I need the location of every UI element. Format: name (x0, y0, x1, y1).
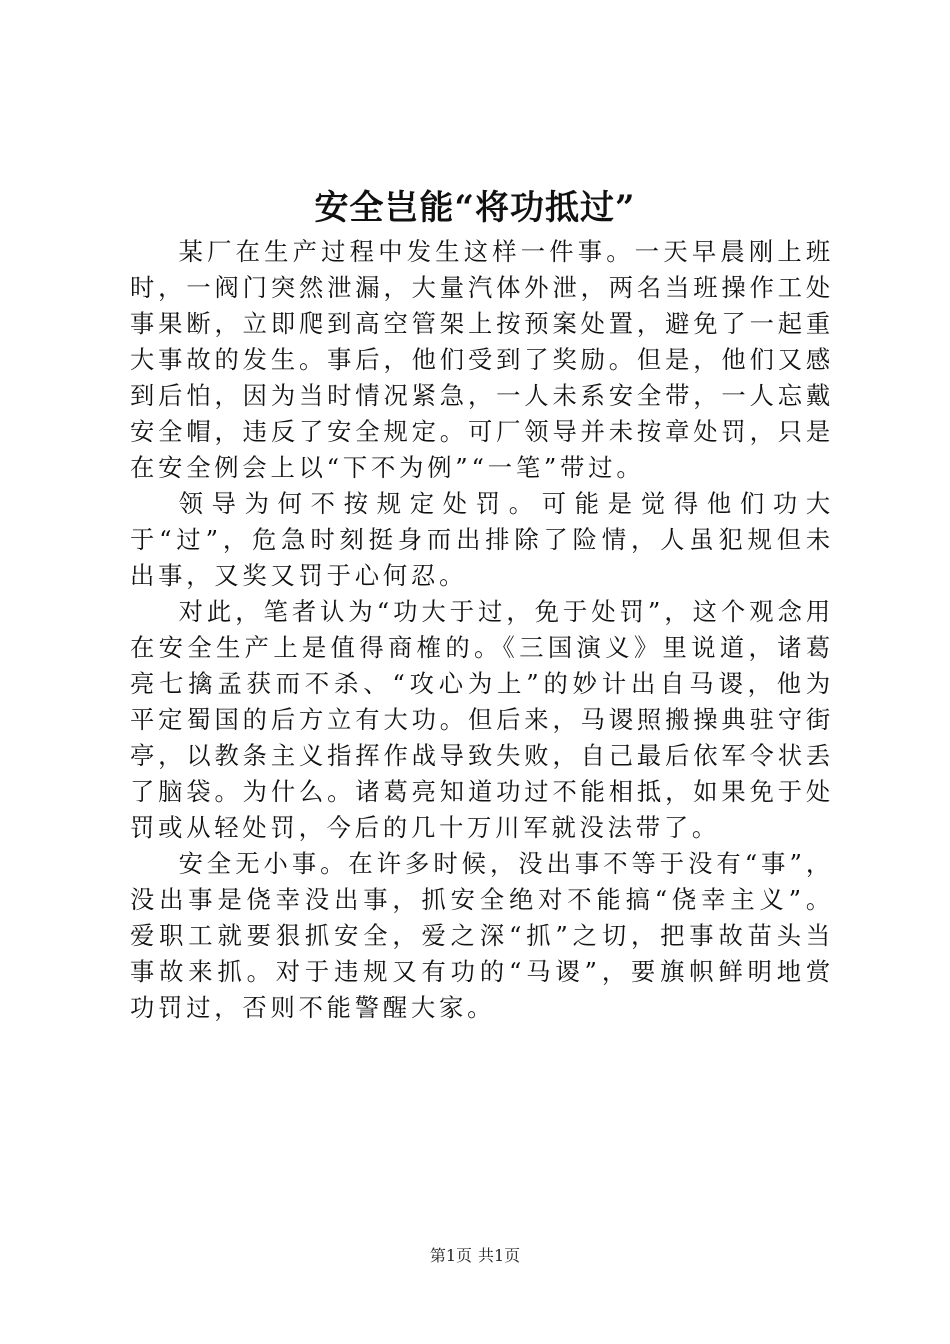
paragraph-4: 安全无小事。在许多时候，没出事不等于没有“事”，没出事是侥幸没出事，抓安全绝对不能搞“侥幸主义”。爱职工就要狠抓安全，爱之深“抓”之切，把事故苗头当事故来抓。对于违规又有功的“马谡”，要旗帜鲜明地赏功罚过，否则不能警醒大家。 (130, 849, 834, 1022)
page-footer (0, 1244, 950, 1268)
page-number-total: 共1页 (478, 1246, 521, 1265)
page-number-current: 第1页 (429, 1246, 472, 1265)
paragraph-2: 领导为何不按规定处罚。可能是觉得他们功大于“过”，危急时刻挺身而出排除了险情，人虽犯规但未出事，又奖又罚于心何忍。 (130, 489, 834, 590)
paragraph-1: 某厂在生产过程中发生这样一件事。一天早晨刚上班时，一阀门突然泄漏，大量汽体外泄，两名当班操作工处事果断，立即爬到高空管架上按预案处置，避免了一起重大事故的发生。事后，他们受到了奖励。但是，他们又感到后怕，因为当时情况紧急，一人未系安全带，一人忘戴安全帽，违反了安全规定。可厂领导并未按章处罚，只是在安全例会上以“下不为例”“一笔”带过。 (130, 237, 834, 482)
paragraph-3: 对此，笔者认为“功大于过，免于处罚”，这个观念用在安全生产上是值得商榷的。《三国演义》里说道，诸葛亮七擒孟获而不杀、“攻心为上”的妙计出自马谡，他为平定蜀国的后方立有大功。但后来，马谡照搬操典驻守街亭，以教条主义指挥作战导致失败，自己最后依军令状丢了脑袋。为什么。诸葛亮知道功过不能相抵，如果免于处罚或从轻处罚，今后的几十万川军就没法带了。 (130, 597, 834, 842)
page-title: 安全岂能“将功抵过” (314, 188, 636, 228)
article-body (130, 234, 834, 1026)
